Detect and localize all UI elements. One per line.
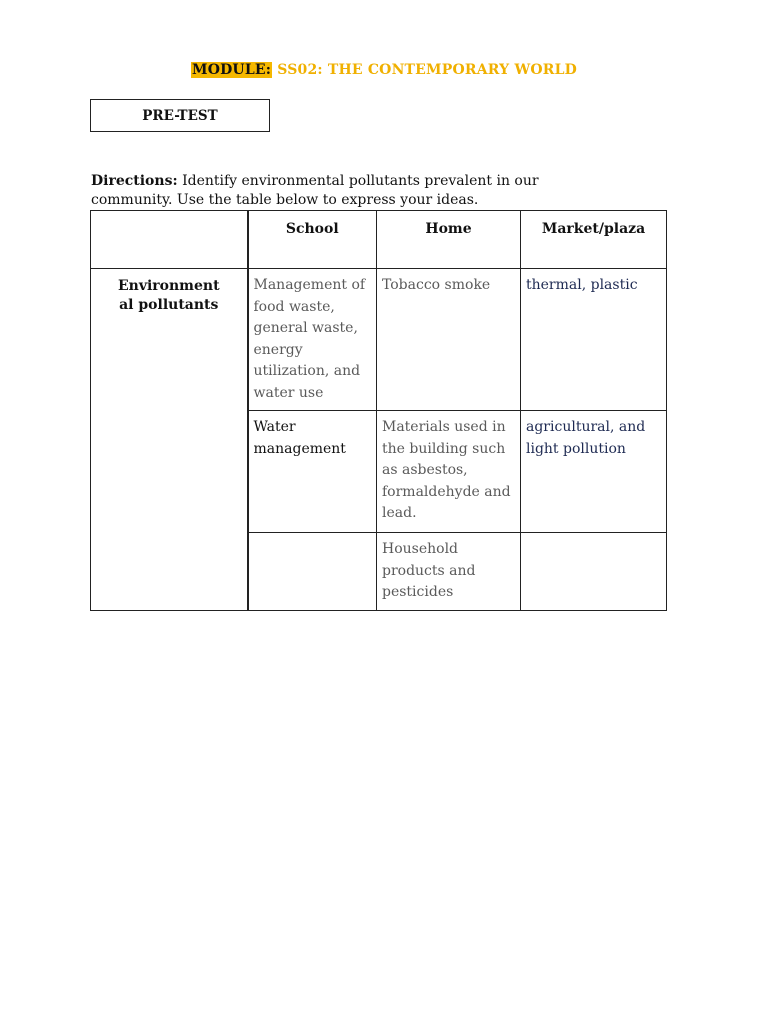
cell-market-2: agricultural, and light pollution: [521, 411, 667, 533]
cell-market-1: thermal, plastic: [521, 269, 667, 411]
directions-paragraph: [91, 172, 571, 210]
pretest-label: PRE-TEST: [142, 107, 218, 124]
row-label-line2: al pollutants: [119, 297, 219, 313]
cell-market-3: [521, 533, 667, 611]
header-empty: [91, 211, 248, 269]
cell-school-3: [248, 533, 377, 611]
module-subject: SS02: THE CONTEMPORARY WORLD: [272, 62, 577, 78]
table-row: [91, 269, 667, 411]
header-school: School: [248, 211, 377, 269]
table-header-row: [91, 211, 667, 269]
cell-home-3: Household products and pesticides: [377, 533, 521, 611]
module-label: MODULE:: [192, 62, 272, 78]
pretest-box: [90, 99, 270, 132]
cell-school-1: Management of food waste, general waste, energy utilization, and water use: [248, 269, 377, 411]
row-label-line1: Environment: [117, 278, 220, 294]
pollutants-table: [90, 210, 667, 611]
directions-text: Identify environmental pollutants prevalent in our community. Use the table below to express your ideas.: [91, 173, 539, 208]
cell-school-2: Water management: [248, 411, 377, 533]
module-title: [0, 62, 768, 78]
header-home: Home: [377, 211, 521, 269]
row-label-cell: [91, 269, 248, 611]
cell-home-2: Materials used in the building such as asbestos, formaldehyde and lead.: [377, 411, 521, 533]
directions-label: Directions:: [91, 173, 178, 189]
cell-home-1: Tobacco smoke: [377, 269, 521, 411]
header-market: Market/plaza: [521, 211, 667, 269]
